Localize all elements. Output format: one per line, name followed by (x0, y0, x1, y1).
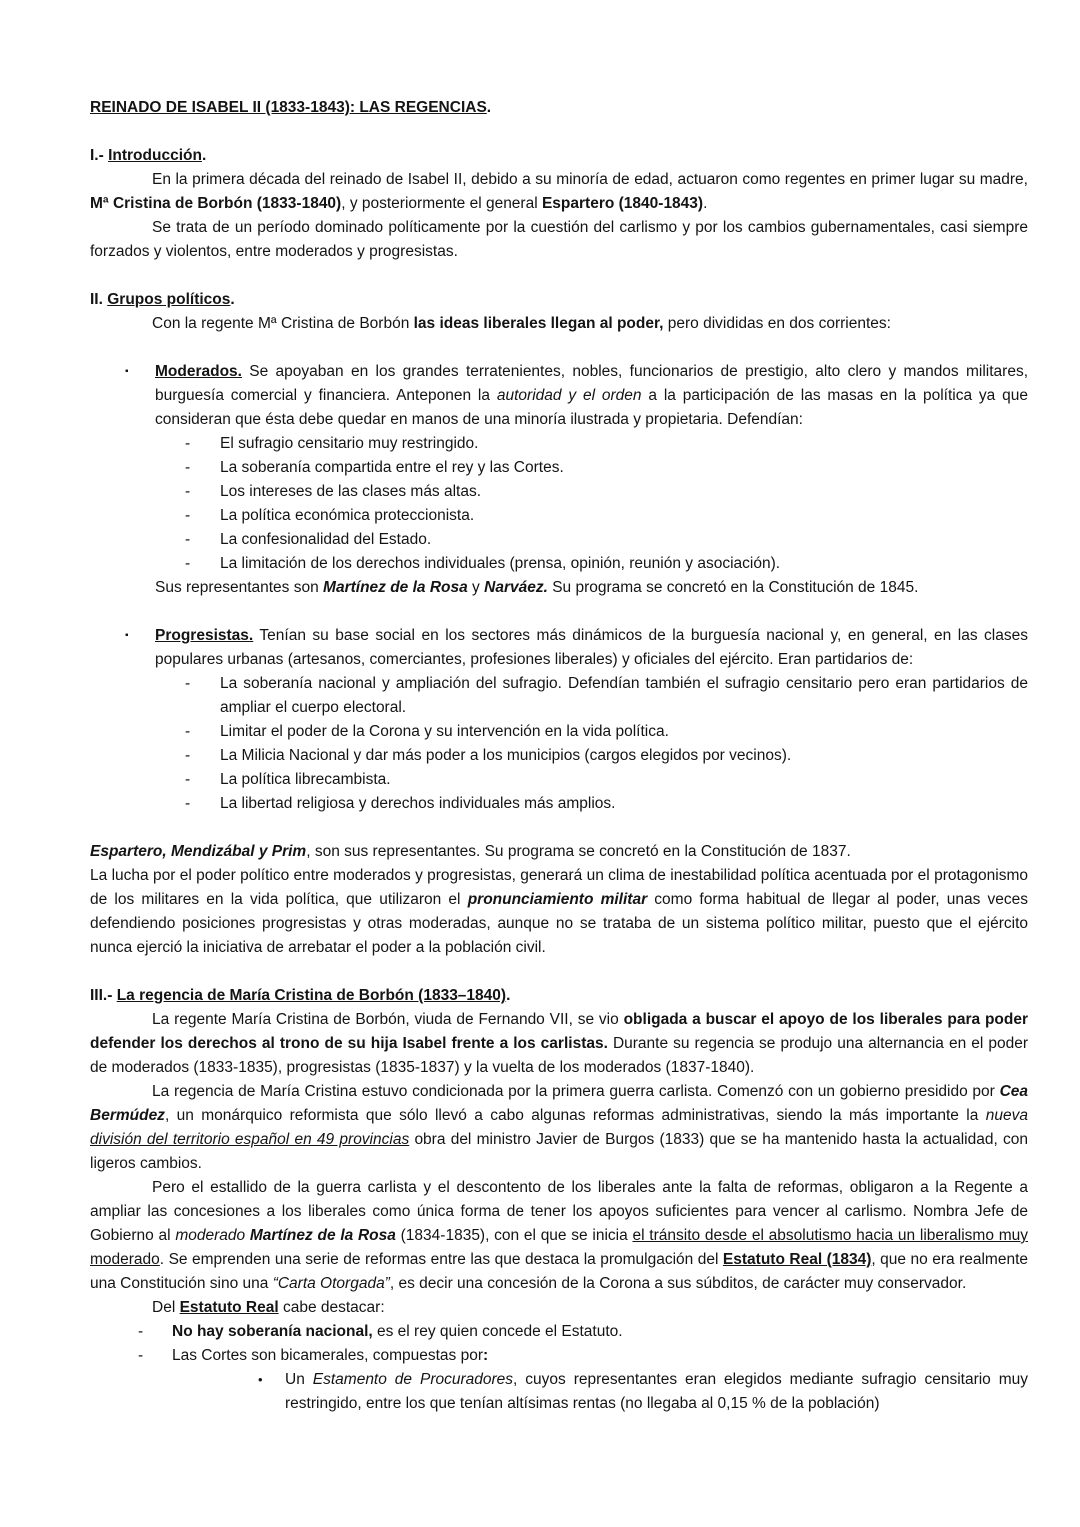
text-run: La soberanía compartida entre el rey y las Cortes. (220, 459, 564, 476)
text-run: pero divididas en dos corrientes: (663, 315, 891, 332)
text-run: el tránsito desde el absolutismo hacia un liberalismo muy moderado (90, 1227, 1028, 1268)
text-content (90, 1083, 1028, 1172)
list-item (185, 456, 1028, 480)
text-run: . (486, 99, 492, 116)
text-run: como forma habitual de llegar al poder, unas veces defendiendo posiciones progresistas y otras moderadas, aunque no se trataba de un sistema político militar, puesto que el ejército nunca ejerció la iniciativa de arrebatar el poder a la población civil. (90, 891, 1028, 956)
spacer (90, 120, 1028, 144)
text-content (90, 867, 1028, 956)
text-run: Espartero (1840-1843) (541, 195, 704, 212)
spacer (90, 960, 1028, 984)
text-content (285, 1371, 1028, 1412)
bullet-marker-icon: - (185, 675, 191, 692)
bullet-marker-icon: - (185, 723, 191, 740)
list-item (125, 624, 1028, 672)
text-content (90, 171, 1028, 212)
paragraph (90, 312, 1028, 336)
text-run: Introducción (108, 147, 202, 164)
list-item (185, 720, 1028, 744)
text-content (172, 1347, 488, 1364)
text-content (155, 627, 1028, 668)
text-run: I.- (90, 147, 109, 164)
text-run: La limitación de los derechos individuales (prensa, opinión, reunión y asociación). (220, 555, 781, 572)
paragraph (90, 1296, 1028, 1320)
text-run: Tenían su base social en los sectores más dinámicos de la burguesía nacional y, en general, en las clases populares urbanas (artesanos, comerciantes, profesiones liberales) y oficiales del ejército. Eran partidarios de: (155, 627, 1028, 668)
list-item (258, 1368, 1029, 1416)
paragraph (90, 1080, 1028, 1176)
bullet-marker-icon: - (138, 1347, 144, 1364)
paragraph (90, 1176, 1028, 1296)
bullet-marker-icon: - (185, 795, 191, 812)
text-content (90, 147, 206, 164)
text-content (172, 1323, 623, 1340)
text-run: La regencia de María Cristina estuvo condicionada por la primera guerra carlista. Comenzó con un gobierno presidido por (152, 1083, 1000, 1100)
text-content (90, 99, 491, 116)
text-run: Las Cortes son bicamerales, compuestas por (172, 1347, 484, 1364)
text-run: Cea Bermúdez (90, 1083, 1028, 1124)
bullet-marker-icon: - (185, 435, 191, 452)
text-content (155, 363, 1028, 428)
spacer (90, 816, 1028, 840)
text-run: obra del ministro Javier de Burgos (1833) que se ha mantenido hasta la actualidad, con ligeros cambios. (90, 1131, 1028, 1172)
text-run: La política librecambista. (220, 771, 391, 788)
text-run: : (483, 1347, 489, 1364)
text-run: En la primera década del reinado de Isabel II, debido a su minoría de edad, actuaron como regentes en primer lugar su madre, (152, 171, 1028, 188)
list-item (185, 552, 1028, 576)
text-run: Limitar el poder de la Corona y su intervención en la vida política. (220, 723, 669, 740)
text-run: , cuyos representantes eran elegidos mediante sufragio censitario muy restringido, entre los que tenían altísimas rentas (no llegaba al 0,15 % de la población) (285, 1371, 1029, 1412)
bullet-marker-icon: - (138, 1323, 144, 1340)
text-content (220, 747, 791, 764)
text-run: Con la regente Mª Cristina de Borbón (152, 315, 414, 332)
text-run: La política económica proteccionista. (220, 507, 475, 524)
text-run: La confesionalidad del Estado. (220, 531, 432, 548)
text-run: . (506, 987, 511, 1004)
text-content (90, 291, 235, 308)
text-content (220, 459, 564, 476)
list-item (185, 528, 1028, 552)
bullet-marker-icon: • (258, 1372, 263, 1387)
text-content (220, 675, 1028, 716)
text-content (155, 579, 918, 596)
text-run: moderado (175, 1227, 250, 1244)
text-run: La soberanía nacional y ampliación del sufragio. Defendían también el sufragio censitario pero eran partidarios de ampliar el cuerpo electoral. (220, 675, 1028, 716)
bullet-marker-icon: - (185, 771, 191, 788)
text-content (220, 723, 669, 740)
text-content (220, 795, 615, 812)
bullet-marker-icon: - (185, 747, 191, 764)
text-run: Sus representantes son (155, 579, 324, 596)
text-run: Estatuto Real (1834) (722, 1251, 872, 1268)
text-run: obligada a buscar el apoyo de los liberales para poder defender los derechos al trono de su hija Isabel frente a los carlistas. (90, 1011, 1028, 1052)
text-run: pronunciamiento militar (467, 891, 648, 908)
section-heading (90, 144, 1028, 168)
bullet-marker-icon: - (185, 459, 191, 476)
text-run: El sufragio censitario muy restringido. (220, 435, 479, 452)
text-content (90, 987, 510, 1004)
paragraph (90, 168, 1028, 216)
text-run: Se apoyaban en los grandes terratenientes, nobles, funcionarios de prestigio, alto clero y mandos militares, burguesía comercial y financiera. Anteponen la (155, 363, 1028, 404)
text-content (220, 531, 431, 548)
text-run: Martínez de la Rosa (249, 1227, 396, 1244)
text-content (90, 1011, 1028, 1076)
text-content (220, 435, 478, 452)
text-run: (1834-1835), con el que se inicia (395, 1227, 633, 1244)
text-content (152, 315, 891, 332)
text-run: Narváez. (484, 579, 548, 596)
bullet-marker-icon: - (185, 531, 191, 548)
paragraph (90, 864, 1028, 960)
list-item (185, 744, 1028, 768)
text-run: Su programa se concretó en la Constitución de 1845. (547, 579, 919, 596)
text-run: autoridad y el orden (496, 387, 642, 404)
text-run: Pero el estallido de la guerra carlista y el descontento de los liberales ante la falta de reformas, obligaron a la Regente a ampliar las concesiones a los liberales como única forma de tener los apoyos suficientes para vencer al carlismo. Nombra Jefe de Gobierno al (90, 1179, 1028, 1244)
text-run: Un (285, 1371, 313, 1388)
spacer (90, 264, 1028, 288)
text-run: Grupos políticos (107, 291, 231, 308)
text-run: “Carta Otorgada” (272, 1275, 390, 1292)
text-run: La libertad religiosa y derechos individuales más amplios. (220, 795, 616, 812)
text-run: . (201, 147, 207, 164)
list-item (138, 1344, 1028, 1368)
paragraph (90, 840, 1028, 864)
paragraph (155, 576, 1028, 600)
list-item (185, 672, 1028, 720)
text-run: cabe destacar: (278, 1299, 385, 1316)
list-item (185, 432, 1028, 456)
bullet-marker-icon: - (185, 483, 191, 500)
text-run: nueva (985, 1107, 1028, 1124)
text-run: No hay soberanía nacional, (172, 1323, 373, 1340)
text-run: , son sus representantes. Su programa se concretó en la Constitución de 1837. (306, 843, 851, 860)
text-content (90, 219, 1028, 260)
text-run: Estatuto Real (179, 1299, 279, 1316)
bullet-marker-icon: ▪ (125, 630, 129, 641)
text-content (90, 843, 851, 860)
section-heading (90, 288, 1028, 312)
text-run: Moderados. (155, 363, 242, 380)
text-content (220, 507, 474, 524)
text-run: es el rey quien concede el Estatuto. (372, 1323, 623, 1340)
text-run: , y posteriormente el general (341, 195, 542, 212)
section-heading (90, 984, 1028, 1008)
text-run: Durante su regencia se produjo una alternancia en el poder de moderados (1833-1835), progresistas (1835-1837) y la vuelta de los moderados (1837-1840). (90, 1035, 1028, 1076)
text-run: La regente María Cristina de Borbón, viuda de Fernando VII, se vio (152, 1011, 624, 1028)
text-run: , es decir una concesión de la Corona a sus súbditos, de carácter muy conservador. (389, 1275, 967, 1292)
text-run: II. (90, 291, 108, 308)
spacer (90, 600, 1028, 624)
page-title (90, 96, 1028, 120)
text-run: , un monárquico reformista que sólo llevó a cabo algunas reformas administrativas, siendo la más importante la (164, 1107, 986, 1124)
text-run: a la participación de las masas en la política ya que consideran que ésta debe quedar en manos de una minoría ilustrada y propietaria. Defendían: (155, 387, 1029, 428)
text-run: , que no era realmente una Constitución sino una (90, 1251, 1028, 1292)
paragraph (90, 1008, 1028, 1080)
text-content (220, 771, 391, 788)
document-content (90, 96, 1028, 1416)
text-run: Del (152, 1299, 180, 1316)
text-run: . Se emprenden una serie de reformas entre las que destaca la promulgación del (159, 1251, 723, 1268)
text-content (220, 555, 780, 572)
list-item (185, 480, 1028, 504)
text-run: REINADO DE ISABEL II (1833-1843): LAS REGENCIAS (90, 99, 487, 116)
text-run: III.- (90, 987, 117, 1004)
text-run: La lucha por el poder político entre moderados y progresistas, generará un clima de inestabilidad política acentuada por el protagonismo de los militares en la vida política, que utilizaron el (90, 867, 1028, 908)
text-content (220, 483, 481, 500)
list-item (185, 504, 1028, 528)
text-run: Mª Cristina de Borbón (1833-1840) (90, 195, 342, 212)
text-run: las ideas liberales llegan al poder, (413, 315, 664, 332)
paragraph (90, 216, 1028, 264)
text-run: Espartero, Mendizábal y Prim (90, 843, 307, 860)
bullet-marker-icon: - (185, 507, 191, 524)
text-run: Progresistas. (155, 627, 254, 644)
text-run: . (703, 195, 708, 212)
text-content (90, 1179, 1028, 1292)
list-item (125, 360, 1029, 432)
text-run: Los intereses de las clases más altas. (220, 483, 482, 500)
text-run: división del territorio español en 49 provincias (90, 1131, 410, 1148)
text-run: La Milicia Nacional y dar más poder a los municipios (cargos elegidos por vecinos). (220, 747, 792, 764)
bullet-marker-icon: ▪ (125, 366, 129, 377)
text-run: Se trata de un período dominado políticamente por la cuestión del carlismo y por los cambios gubernamentales, casi siempre forzados y violentos, entre moderados y progresistas. (90, 219, 1028, 260)
text-run: Estamento de Procuradores (312, 1371, 514, 1388)
text-run: . (230, 291, 235, 308)
text-run: Martínez de la Rosa (323, 579, 468, 596)
list-item (185, 768, 1028, 792)
list-item (138, 1320, 1028, 1344)
text-run: y (467, 579, 485, 596)
bullet-marker-icon: - (185, 555, 191, 572)
spacer (90, 336, 1028, 360)
list-item (185, 792, 1028, 816)
text-run: La regencia de María Cristina de Borbón (1833–1840) (116, 987, 507, 1004)
text-content (152, 1299, 385, 1316)
